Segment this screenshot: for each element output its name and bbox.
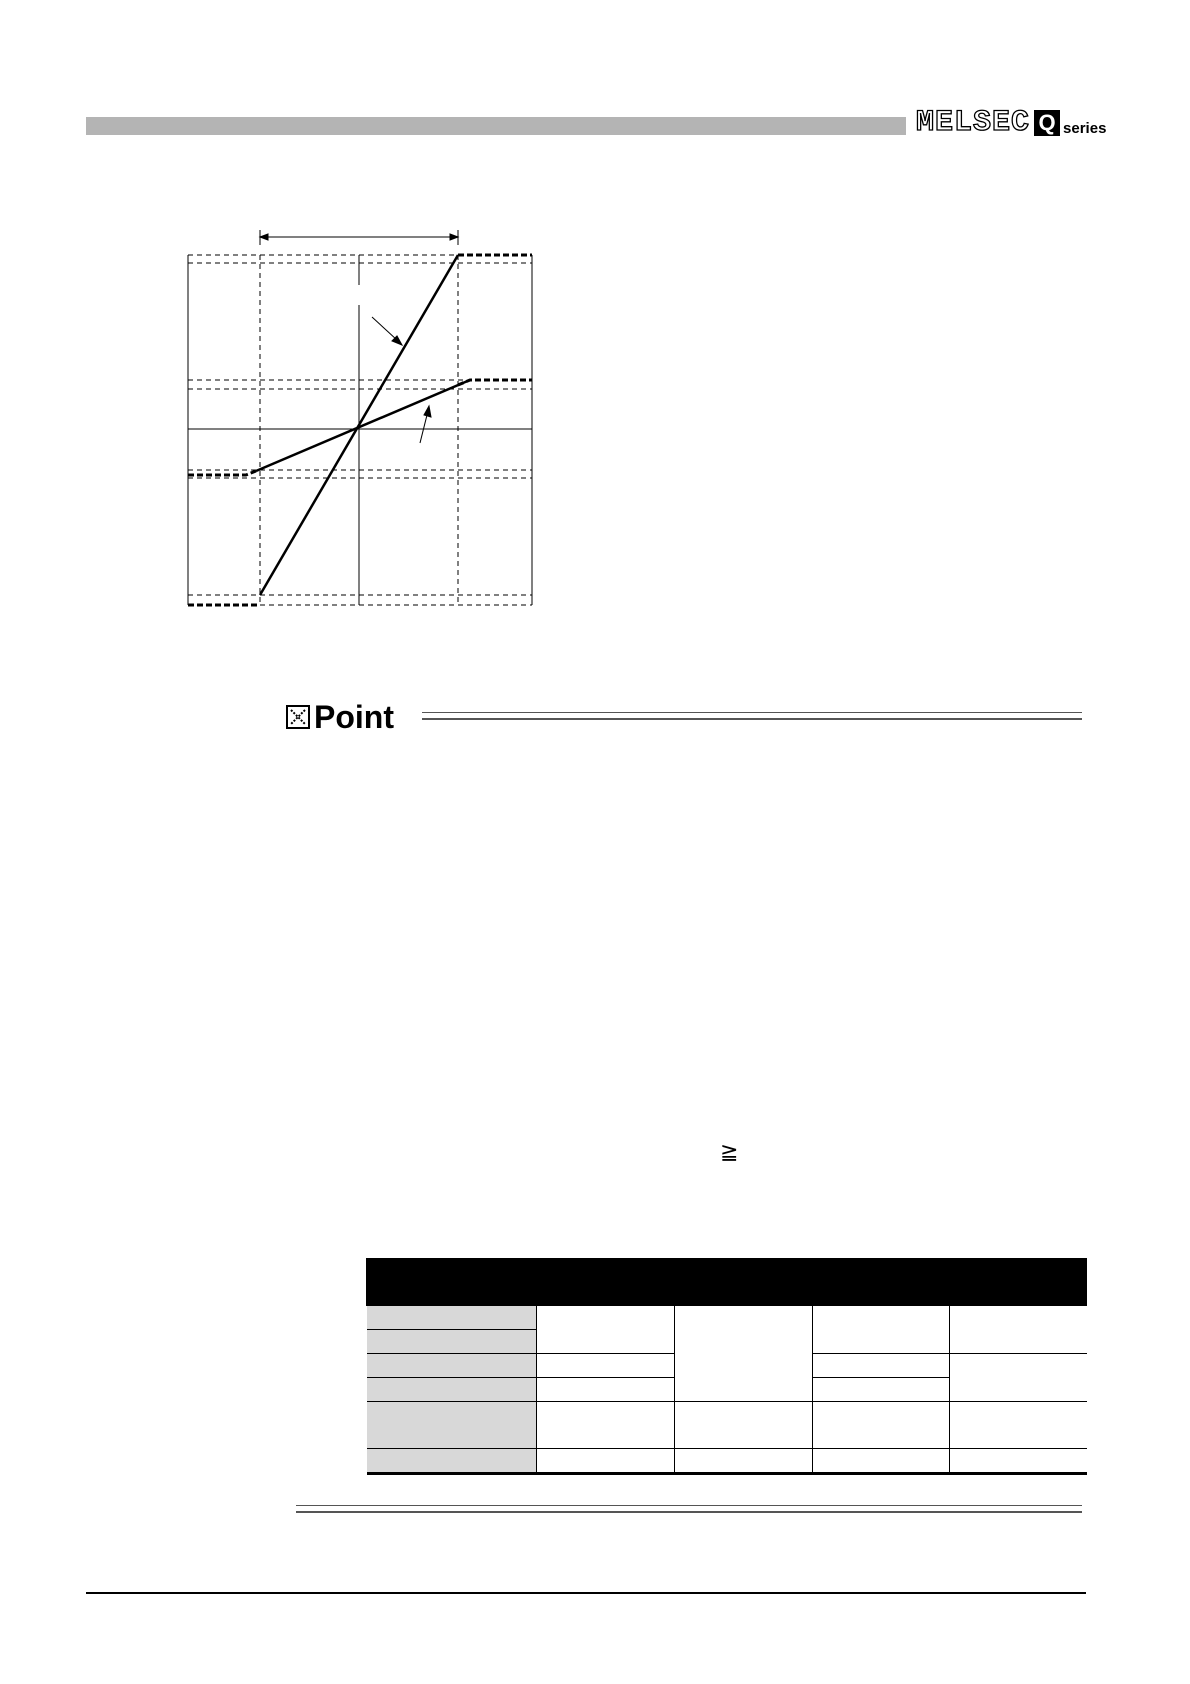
table-row-label: [367, 1330, 537, 1354]
point-rule-bottom: [296, 1505, 1082, 1513]
table-cell: [537, 1449, 675, 1474]
table-cell: [537, 1402, 675, 1449]
point-title: Point: [314, 699, 394, 735]
table-row: [367, 1449, 1087, 1474]
table-cell: [675, 1306, 813, 1402]
greater-equal-symbol: ≧: [720, 1139, 739, 1164]
table-cell: [950, 1354, 1087, 1402]
table-subheader-cell: [537, 1283, 675, 1306]
table-subheader-cell: [813, 1283, 950, 1306]
range-dimension-arrow: [260, 230, 458, 245]
brand-logo: [916, 104, 1106, 138]
spec-table: [366, 1258, 1087, 1475]
axes: [188, 255, 532, 605]
table-cell: [675, 1402, 813, 1449]
table-subheader-cell: [950, 1283, 1087, 1306]
table-row-label: [367, 1306, 537, 1330]
conversion-characteristic-figure: [180, 225, 540, 615]
table-row-label: [367, 1354, 537, 1378]
table-row-label: [367, 1378, 537, 1402]
header-bar: [86, 117, 906, 135]
table-row-label: [367, 1449, 537, 1474]
table-row: [367, 1402, 1087, 1449]
brand-suffix: series: [1063, 120, 1107, 137]
table-row-label: [367, 1402, 537, 1449]
table-header-row: [367, 1259, 1087, 1283]
table-subheader-cell: [675, 1283, 813, 1306]
table-cell: [675, 1449, 813, 1474]
characteristic-lines: [188, 255, 532, 605]
brand-badge: Q: [1034, 110, 1060, 136]
shallow-line-upper-clamp: [458, 380, 532, 385]
table-cell: [537, 1354, 675, 1378]
dashed-grid: [188, 255, 532, 605]
table-cell: [537, 1306, 675, 1354]
point-rule-top: [422, 712, 1082, 720]
table-cell: [950, 1306, 1087, 1354]
table-row: [367, 1306, 1087, 1330]
table-cell: [537, 1378, 675, 1402]
shallow-line-lower-clamp: [188, 471, 256, 475]
table-header-cell: [537, 1259, 813, 1283]
footer-rule: [86, 1592, 1086, 1594]
shallow-line: [256, 380, 470, 471]
table-cell: [813, 1306, 950, 1354]
table-cell: [813, 1402, 950, 1449]
point-heading: [286, 700, 394, 734]
table-cell: [950, 1402, 1087, 1449]
table-cell: [813, 1378, 950, 1402]
table-cell: [813, 1354, 950, 1378]
table-cell: [813, 1449, 950, 1474]
table-cell: [950, 1449, 1087, 1474]
brand-name: MELSEC: [916, 106, 1031, 140]
point-icon: [286, 705, 310, 729]
table-header-cell: [813, 1259, 1087, 1283]
table-header-cell: [367, 1259, 537, 1306]
